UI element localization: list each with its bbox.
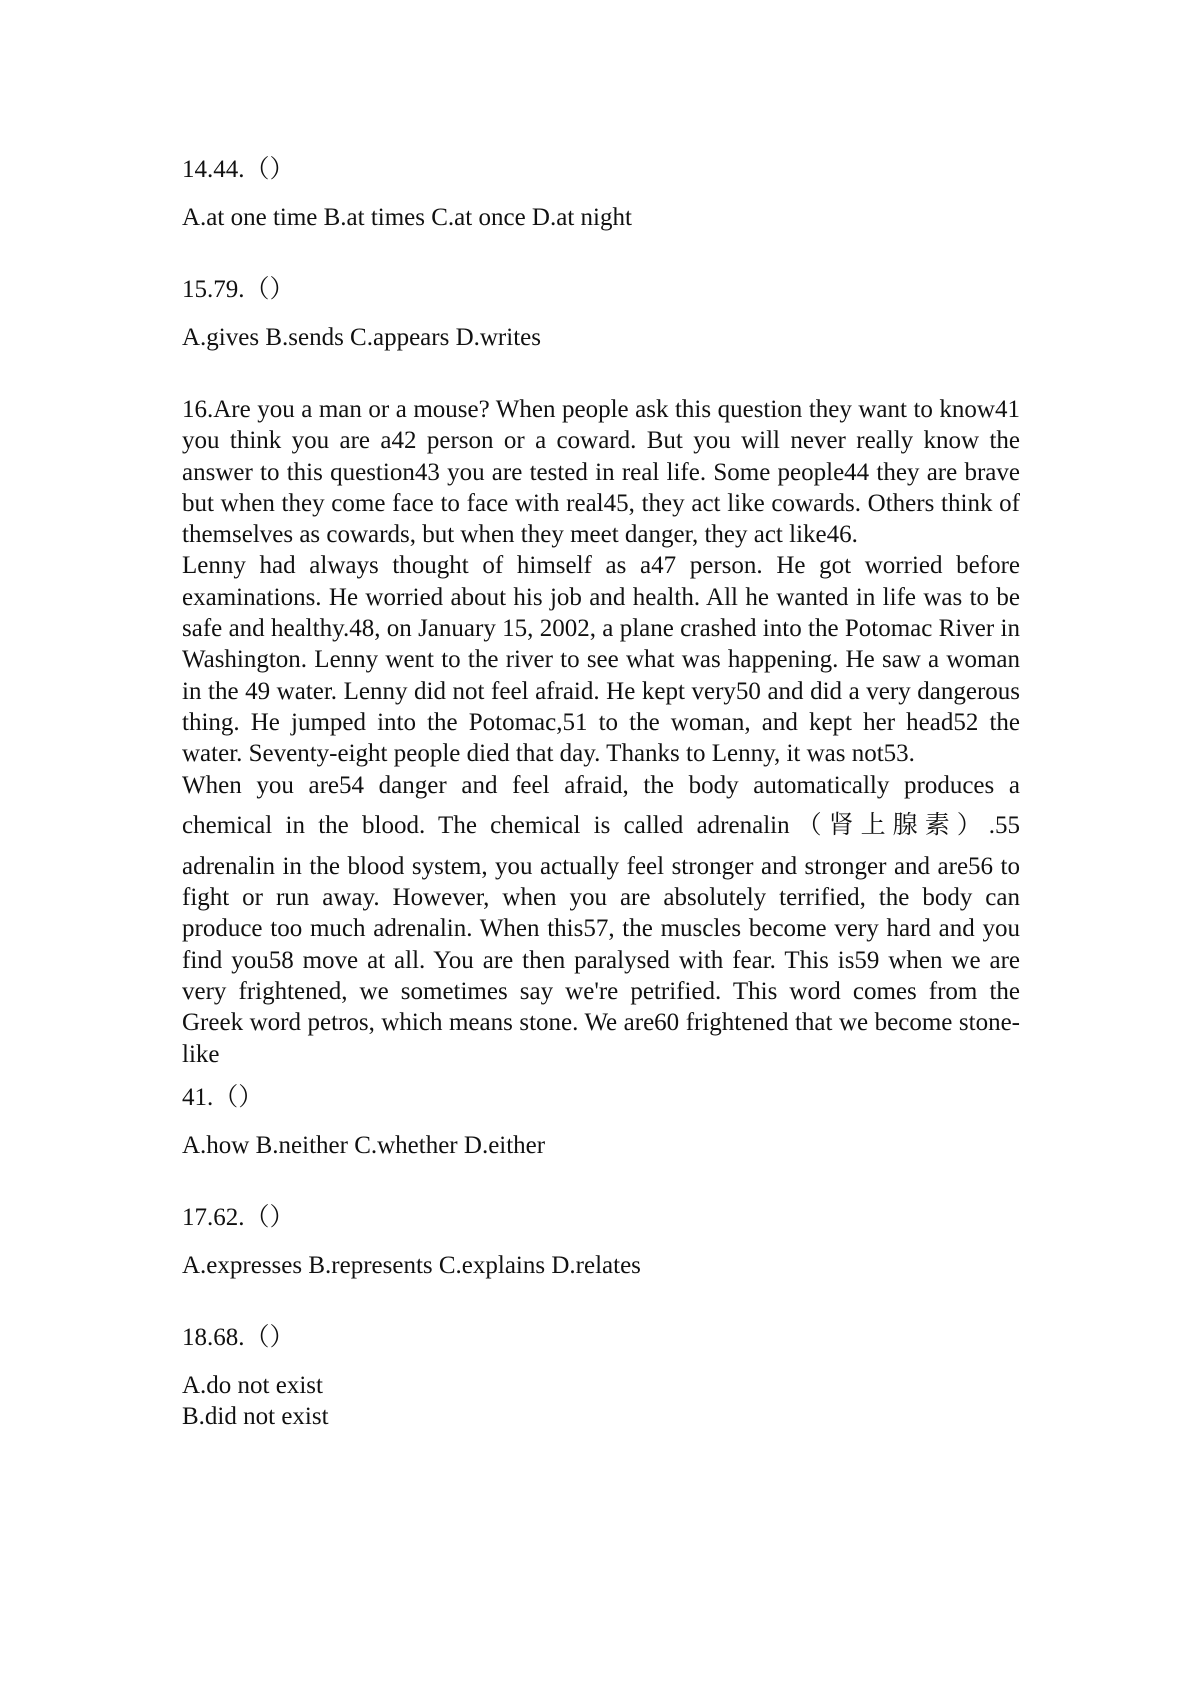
question-41-options: A.how B.neither C.whether D.either	[182, 1131, 546, 1159]
document-page	[182, 150, 1020, 1432]
question-18-stem: 18.68.（）	[182, 1323, 295, 1351]
question-17-options: A.expresses B.represents C.explains D.relates	[182, 1251, 641, 1279]
passage-paragraph-3	[182, 770, 1020, 1070]
passage-paragraph-2: Lenny had always thought of himself as a47 person. He got worried before examinations. He worried about his job and health. All he wanted in life was to be safe and healthy.48, on January 15, 2002, a plane crashed into the Potomac River in Washington. Lenny went to the river to see what was happening. He saw a woman in the 49 water. Lenny did not feel afraid. He kept very50 and did a very dangerous thing. He jumped into the Potomac,51 to the woman, and kept her head52 the water. Seventy-eight people died that day. Thanks to Lenny, it was not53.	[182, 552, 1020, 768]
reading-passage	[182, 394, 1020, 1070]
passage-text: adrenalin in the blood system, you actually feel stronger and stronger and are56 to fight or run away. However, when you are absolutely terrified, the body can produce too much adrenalin. When this57, the muscles become very hard and you find you58 move at all. You are then paralysed with fear. This is59 when we are very frightened, we sometimes say we're petrified. This word comes from the Greek word petros, which means stone. We are60 frightened that we become stone-like	[182, 852, 1020, 1068]
question-17-stem: 17.62.（）	[182, 1203, 295, 1231]
question-18-option-a: A.do not exist	[182, 1371, 323, 1399]
question-14-stem: 14.44.（）	[182, 156, 295, 183]
question-15-stem: 15.79.（）	[182, 276, 295, 303]
passage-paragraph-1: 16.Are you a man or a mouse? When people ask this question they want to know41 you think you are a42 person or a coward. But you will never really know the answer to this question43 you are tested in real life. Some people44 they are brave but when they come face to face with real45, they act like cowards. Others think of themselves as cowards, but when they meet danger, they act like46.	[182, 396, 1020, 549]
question-15-options: A.gives B.sends C.appears D.writes	[182, 324, 541, 351]
question-18-option-b: B.did not exist	[182, 1402, 329, 1430]
question-14-options: A.at one time B.at times C.at once D.at night	[182, 204, 632, 231]
question-41-stem: 41.（）	[182, 1083, 264, 1111]
passage-line: When you are54 danger and feel afraid, the body automatically produces a	[182, 771, 1020, 799]
passage-line: chemical in the blood. The chemical is called adrenalin（肾上腺素）.55	[182, 811, 1020, 839]
